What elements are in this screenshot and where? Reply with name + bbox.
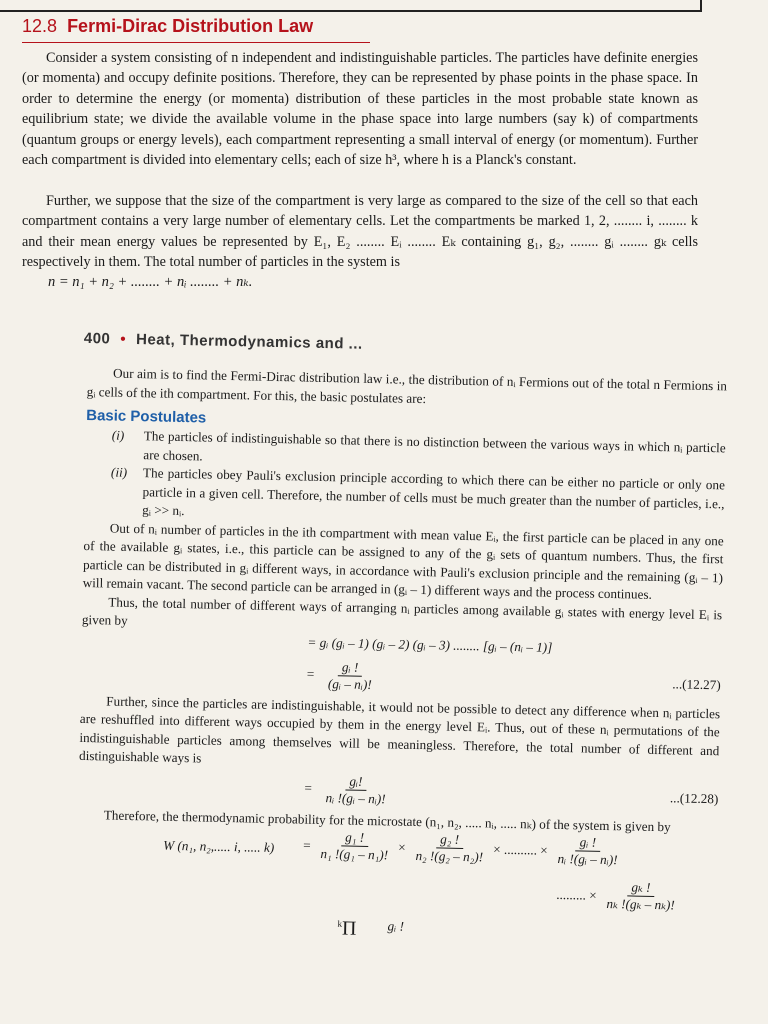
page-number: 400 (83, 329, 111, 348)
section-title: Fermi-Dirac Distribution Law (67, 16, 314, 36)
w-rhs-continued (556, 878, 679, 914)
equation-12-28-expr (304, 772, 390, 807)
cut-off-numerator: gᵢ ! (387, 918, 405, 934)
equation-number: ...(12.27) (672, 675, 721, 692)
fraction-numerator: gᵢ! (345, 773, 366, 790)
fraction-numerator: gᵢ ! (576, 834, 601, 852)
fraction (411, 831, 487, 866)
fraction-denominator: (gᵢ – nᵢ)! (327, 675, 372, 692)
fraction-numerator: g₁ ! (341, 829, 368, 847)
equals-sign: = (303, 837, 311, 853)
paragraph-intro: Consider a system consisting of n independent and indistinguishable particles. The particles have definite energies (or momenta) and occupy definite positions. Therefore, they can be represented by phase points in the phase space. In order to determine the energy (or momenta) distribution of these particles in the most probable state known as equilibrium state; we divide the available volume in the phase space into large numbers (say k) of compartments (quantum groups or energy levels), each compartment representing a small interval of energy (or momentum). Further each compartment is divided into elementary cells; each of size h³, where h is a Planck's constant. (22, 50, 698, 169)
fraction-numerator: gₖ ! (627, 879, 654, 897)
paragraph-indistinguishable: Further, since the particles are indistinguishable, it would not be possible to detect any difference when nᵢ particles are reshuffled into different ways occupied by them in the energy level Eᵢ. Thus, out of these nᵢ permutations of the indistinguishable particles among themselves will be meaningless. Therefore, the total number of different and distinguishable ways is (78, 692, 721, 766)
equals-sign: = (304, 779, 313, 795)
section-number: 12.8 (22, 16, 58, 36)
times-sign: × (398, 839, 406, 855)
fraction-numerator: gᵢ ! (338, 659, 363, 677)
postulate-marker: (i) (111, 427, 125, 443)
equals-sign: = (306, 665, 315, 681)
postulate-marker: (ii) (110, 464, 128, 480)
paragraph-total-ways: Thus, the total number of different ways of arranging nᵢ particles among available gᵢ states with energy level Eᵢ is given by (81, 593, 723, 628)
running-header-text: Heat, Thermodynamics and ... (135, 331, 363, 353)
fraction-numerator: g₂ ! (436, 831, 463, 849)
fraction-denominator: n₂ !(g₂ – n₂)! (415, 847, 484, 865)
page-border (0, 0, 702, 12)
w-rhs (303, 829, 622, 869)
equation-total-particles: n = n₁ + n₂ + ........ + nᵢ ........ + nₖ. (48, 274, 253, 290)
product-sign: Π (341, 917, 357, 940)
equation-12-27-expr (306, 658, 376, 692)
fraction (553, 834, 622, 868)
equation-number: ...(12.28) (669, 789, 719, 806)
bullet-dot: • (120, 330, 127, 348)
fraction-denominator: nₖ !(gₖ – nₖ)! (606, 895, 675, 913)
fraction (321, 772, 390, 806)
w-lhs: W (n₁, n₂,..... i, ..... k) (163, 837, 275, 856)
title-underline (22, 42, 370, 43)
fraction-denominator: nᵢ !(gᵢ – nᵢ)! (325, 789, 386, 806)
fraction-denominator: nᵢ !(gᵢ – nᵢ)! (557, 850, 618, 868)
product-symbol (337, 917, 356, 940)
postulate-text: The particles of indistinguishable so that there is no distinction between the various ways in which nᵢ particle are chosen. (143, 428, 726, 463)
paragraph-first-particle: Out of nᵢ number of particles in the ith compartment with mean value Eᵢ, the first particle can be placed in any one of the available gᵢ states, i.e., this particle can be assigned to any of the gᵢ sets of quantum numbers. Thus, the first particle can be distributed in gᵢ different ways, in accordance with Pauli's exclusion principle and the remaining (gᵢ – 1) will remain vacant. The second particle can be arranged in (gᵢ – 1) different ways and the process continues. (82, 520, 724, 602)
paragraph-thermodynamic-probability: Therefore, the thermodynamic probability for the microstate (n₁, n₂, ..... nᵢ, ..... nₖ) of the system is given by (103, 806, 671, 834)
equation-product-expr: = gᵢ (gᵢ – 1) (gᵢ – 2) (gᵢ – 3) ........ [gᵢ – (nᵢ – 1)] (307, 634, 553, 655)
fraction (602, 879, 679, 914)
postulate-text: The particles obey Pauli's exclusion principle according to which there can be either no particle or only one particle in a given cell. Therefore, the number of cells must be much greater than the number of particles, i.e., gᵢ >> nᵢ. (142, 465, 726, 519)
fraction-denominator: n₁ !(g₁ – n₁)! (320, 845, 389, 863)
lower-page-fragment (75, 330, 727, 945)
section-heading (22, 16, 313, 37)
postulates-heading: Basic Postulates (86, 406, 207, 427)
paragraph-aim: Our aim is to find the Fermi-Dirac distribution law i.e., the distribution of nᵢ Fermions out of the total n Fermions in gᵢ cells of the ith compartment. For this, the basic postulates are: (86, 365, 728, 406)
fraction (324, 659, 376, 693)
paragraph-compartments: Further, we suppose that the size of the compartment is very large as compared to the size of the cell so that each compartment contains a very large number of elementary cells. Let the compartments be marked 1, 2, ........ i, ........ k and their mean energy values be represented by E₁, E₂ ........ Eᵢ ........ Eₖ containing g₁, g₂, ........ gᵢ ........ gₖ cells respectively in them. The total number of particles in the system is (22, 193, 698, 271)
continuation: ......... × (556, 886, 597, 903)
fraction (316, 829, 392, 864)
product-upper-limit: k (337, 918, 343, 929)
running-header (84, 330, 728, 365)
continuation: × .......... × (493, 841, 548, 858)
